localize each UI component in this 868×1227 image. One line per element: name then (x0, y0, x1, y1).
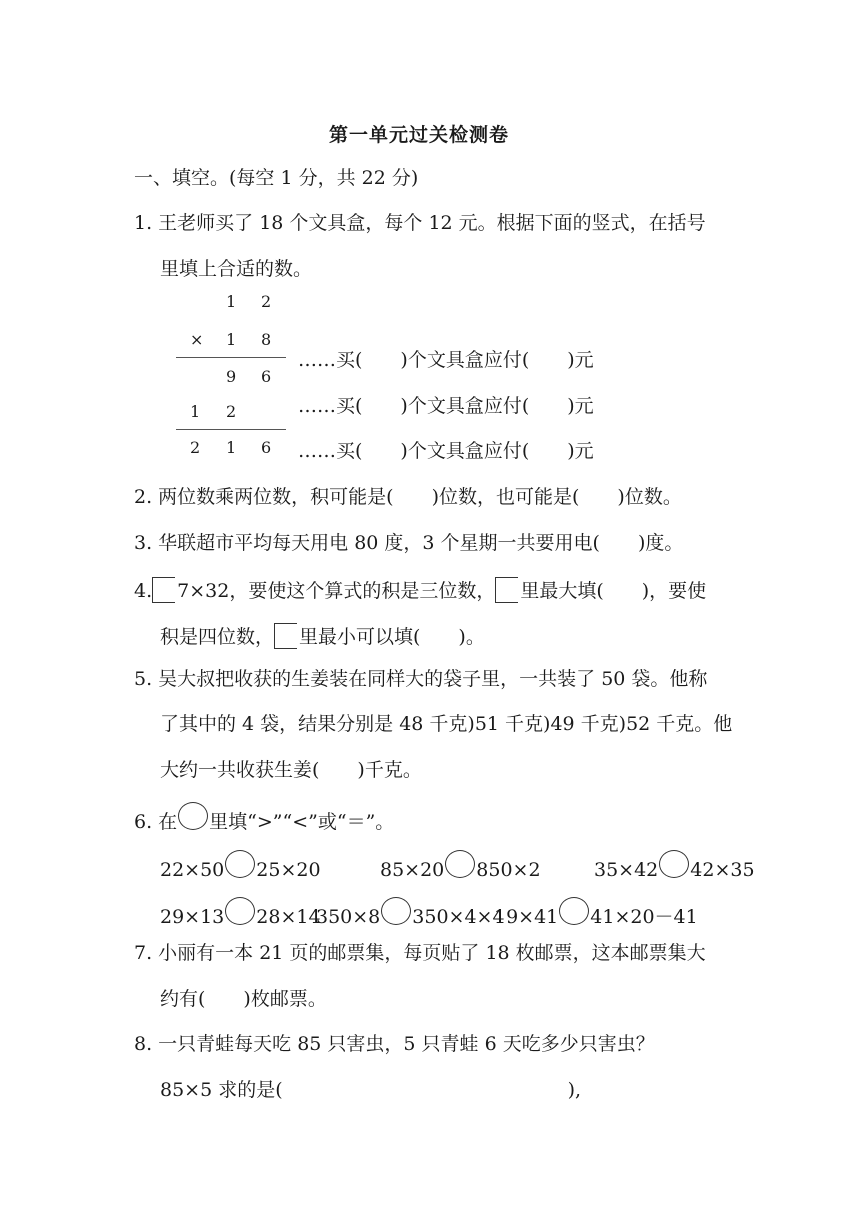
calc-digit: 9 (226, 367, 237, 386)
q5-line2: 了其中的 4 袋，结果分别是 48 千克)51 千克)49 千克)52 千克。他 (160, 713, 733, 735)
blank-box (152, 577, 175, 603)
compare-circle (445, 850, 475, 878)
q7-line1: 7. 小丽有一本 21 页的邮票集，每页贴了 18 枚邮票，这本邮票集大 (134, 942, 706, 964)
compare-circle (225, 897, 255, 925)
q1-line1: 1. 王老师买了 18 个文具盒，每个 12 元。根据下面的竖式，在括号 (134, 212, 706, 234)
q4-line1: 4. 7×32，要使这个算式的积是三位数， 里最大填( )，要使 (134, 576, 706, 603)
compare-item: 19×41 41×20－41 (494, 897, 698, 929)
compare-circle (381, 897, 411, 925)
calc-digit: 2 (261, 292, 272, 311)
q8-line2: 85×5 求的是( ), (160, 1079, 582, 1101)
compare-item: 29×13 28×14 (160, 897, 321, 928)
calc-digit: 1 (190, 402, 201, 421)
q1-line2: 里填上合适的数。 (160, 258, 313, 280)
compare-circle (225, 850, 255, 878)
q5-line3: 大约一共收获生姜( )千克。 (160, 759, 422, 781)
calc-digit: 1 (226, 330, 237, 349)
calc-digit: 1 (226, 438, 237, 457)
calc-rule-2 (176, 429, 286, 430)
calc-digit: 2 (226, 402, 237, 421)
q2-text: 2. 两位数乘两位数，积可能是( )位数，也可能是( )位数。 (134, 486, 682, 508)
calc-digit: 6 (261, 367, 272, 386)
q1-fill-3: ……买( )个文具盒应付( )元 (298, 440, 594, 462)
q6-instruction: 6. 在 里填“>”“<”或“＝”。 (134, 802, 394, 834)
blank-box (274, 623, 297, 649)
compare-circle (559, 897, 589, 925)
compare-circle (659, 850, 689, 878)
blank-box (495, 577, 518, 603)
q7-line2: 约有( )枚邮票。 (160, 988, 327, 1010)
q1-fill-2: ……买( )个文具盒应付( )元 (298, 395, 594, 417)
compare-item: 35×42 42×35 (594, 850, 755, 881)
compare-circle (178, 802, 208, 830)
calc-rule-1 (176, 357, 286, 358)
q4-line2: 积是四位数， 里最小可以填( )。 (160, 622, 485, 649)
compare-item: 22×50 25×20 (160, 850, 321, 881)
compare-item: 85×20 850×2 (380, 850, 541, 881)
multiply-sign: × (190, 330, 204, 349)
calc-digit: 1 (226, 292, 237, 311)
calc-digit: 6 (261, 438, 272, 457)
q8-line1: 8. 一只青蛙每天吃 85 只害虫，5 只青蛙 6 天吃多少只害虫？ (134, 1033, 655, 1055)
q3-text: 3. 华联超市平均每天用电 80 度，3 个星期一共要用电( )度。 (134, 532, 684, 554)
page-title: 第一单元过关检测卷 (329, 124, 510, 146)
q5-line1: 5. 吴大叔把收获的生姜装在同样大的袋子里，一共装了 50 袋。他称 (134, 668, 708, 690)
compare-item: 350×8 350×4×4 (316, 897, 505, 928)
calc-digit: 2 (190, 438, 201, 457)
q1-fill-1: ……买( )个文具盒应付( )元 (298, 349, 594, 371)
calc-digit: 8 (261, 330, 272, 349)
section-heading: 一、填空。(每空 1 分，共 22 分) (134, 167, 419, 189)
